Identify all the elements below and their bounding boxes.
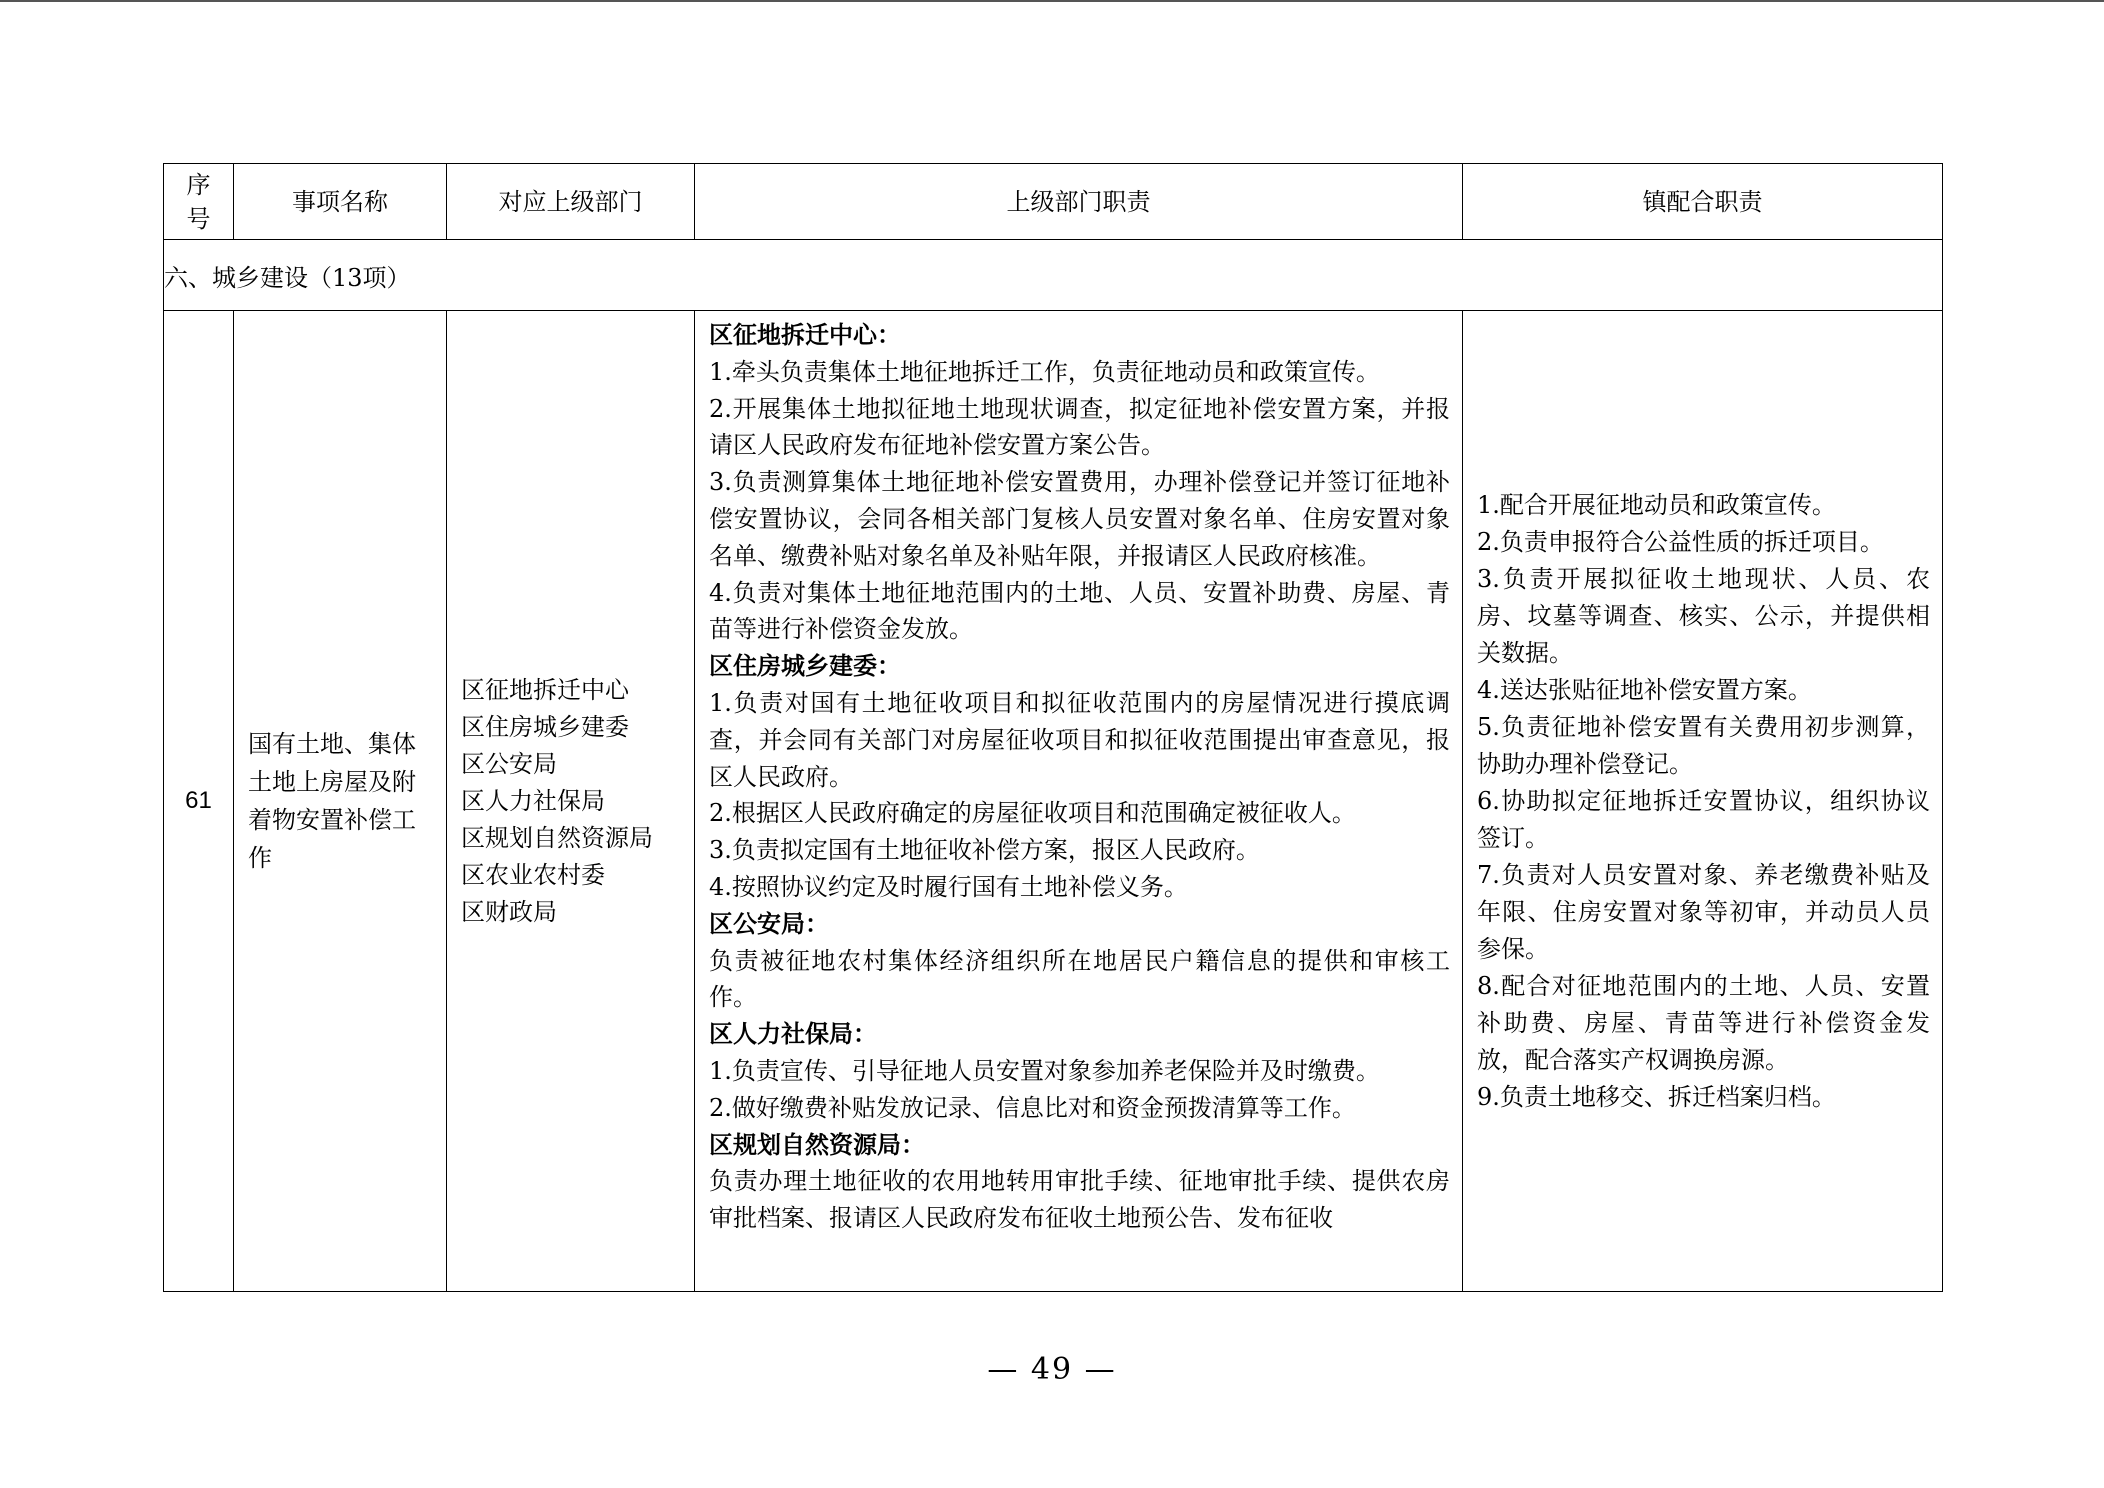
- duty-dept-title: 区人力社保局：: [709, 1019, 877, 1049]
- row-superior-duties: [695, 311, 1463, 1292]
- duty-item: 4.负责对集体土地征地范围内的土地、人员、安置补助费、房屋、青苗等进行补偿资金发放。: [709, 578, 1450, 644]
- department-item: 区公安局: [461, 749, 557, 778]
- row-departments: [447, 311, 695, 1292]
- town-duty-item: 8.配合对征地范围内的土地、人员、安置补助费、房屋、青苗等进行补偿资金发放，配合落实产权调换房源。: [1477, 971, 1930, 1074]
- duty-item: 1.负责对国有土地征收项目和拟征收范围内的房屋情况进行摸底调查，并会同有关部门对房屋征收项目和拟征收范围提出审查意见，报区人民政府。: [709, 688, 1450, 791]
- duty-dept-title: 区住房城乡建委：: [709, 651, 901, 681]
- duty-item: 2.开展集体土地拟征地土地现状调查，拟定征地补偿安置方案，并报请区人民政府发布征地补偿安置方案公告。: [709, 394, 1450, 460]
- duty-table: [163, 163, 1943, 1292]
- duty-item: 4.按照协议约定及时履行国有土地补偿义务。: [709, 872, 1188, 901]
- duty-dept-title: 区公安局：: [709, 908, 829, 938]
- page-top-border: [0, 0, 2104, 2]
- section-title: 六、城乡建设（13项）: [164, 240, 1943, 311]
- duty-item: 3.负责拟定国有土地征收补偿方案，报区人民政府。: [709, 836, 1260, 865]
- duty-dept-title: 区征地拆迁中心：: [709, 320, 901, 349]
- header-superior-dept: 对应上级部门: [447, 164, 695, 240]
- department-item: 区农业农村委: [461, 860, 605, 889]
- town-duty-item: 2.负责申报符合公益性质的拆迁项目。: [1477, 527, 1884, 556]
- town-duty-item: 3.负责开展拟征收土地现状、人员、农房、坟墓等调查、核实、公示，并提供相关数据。: [1477, 564, 1930, 667]
- department-item: 区征地拆迁中心: [461, 675, 629, 704]
- duty-item: 1.牵头负责集体土地征地拆迁工作，负责征地动员和政策宣传。: [709, 357, 1380, 386]
- town-duty-item: 9.负责土地移交、拆迁档案归档。: [1477, 1082, 1836, 1111]
- header-item-name: 事项名称: [234, 164, 447, 240]
- duty-dept-title: 区规划自然资源局：: [709, 1129, 925, 1159]
- town-duty-item: 4.送达张贴征地补偿安置方案。: [1477, 675, 1812, 704]
- table-header-row: [164, 164, 1943, 240]
- town-duty-item: 5.负责征地补偿安置有关费用初步测算，协助办理补偿登记。: [1477, 712, 1930, 778]
- row-seq: 61: [164, 311, 234, 1292]
- department-item: 区财政局: [461, 897, 557, 926]
- duty-item: 2.根据区人民政府确定的房屋征收项目和范围确定被征收人。: [709, 799, 1356, 828]
- header-superior-duty: 上级部门职责: [695, 164, 1463, 240]
- row-town-duties: [1463, 311, 1943, 1292]
- town-duty-item: 1.配合开展征地动员和政策宣传。: [1477, 490, 1836, 519]
- department-item: 区人力社保局: [461, 786, 605, 815]
- duty-item: 1.负责宣传、引导征地人员安置对象参加养老保险并及时缴费。: [709, 1056, 1380, 1085]
- duty-item: 2.做好缴费补贴发放记录、信息比对和资金预拨清算等工作。: [709, 1093, 1356, 1122]
- row-item-name: 国有土地、集体土地上房屋及附着物安置补偿工作: [234, 311, 447, 1292]
- department-item: 区住房城乡建委: [461, 712, 629, 741]
- department-item: 区规划自然资源局: [461, 823, 653, 852]
- table-row: [164, 311, 1943, 1292]
- page-number: — 49 —: [987, 1352, 1117, 1387]
- town-duty-item: 6.协助拟定征地拆迁安置协议，组织协议签订。: [1477, 786, 1930, 852]
- duty-item: 负责办理土地征收的农用地转用审批手续、征地审批手续、提供农房审批档案、报请区人民政府发布征收土地预公告、发布征收: [709, 1167, 1450, 1233]
- duty-item: 3.负责测算集体土地征地补偿安置费用，办理补偿登记并签订征地补偿安置协议，会同各相关部门复核人员安置对象名单、住房安置对象名单、缴费补贴对象名单及补贴年限，并报请区人民政府核准。: [709, 468, 1450, 570]
- duty-item: 负责被征地农村集体经济组织所在地居民户籍信息的提供和审核工作。: [709, 946, 1450, 1012]
- town-duty-item: 7.负责对人员安置对象、养老缴费补贴及年限、住房安置对象等初审，并动员人员参保。: [1477, 860, 1930, 963]
- section-row: [164, 240, 1943, 311]
- header-seq: 序 号: [164, 164, 234, 240]
- header-town-duty: 镇配合职责: [1463, 164, 1943, 240]
